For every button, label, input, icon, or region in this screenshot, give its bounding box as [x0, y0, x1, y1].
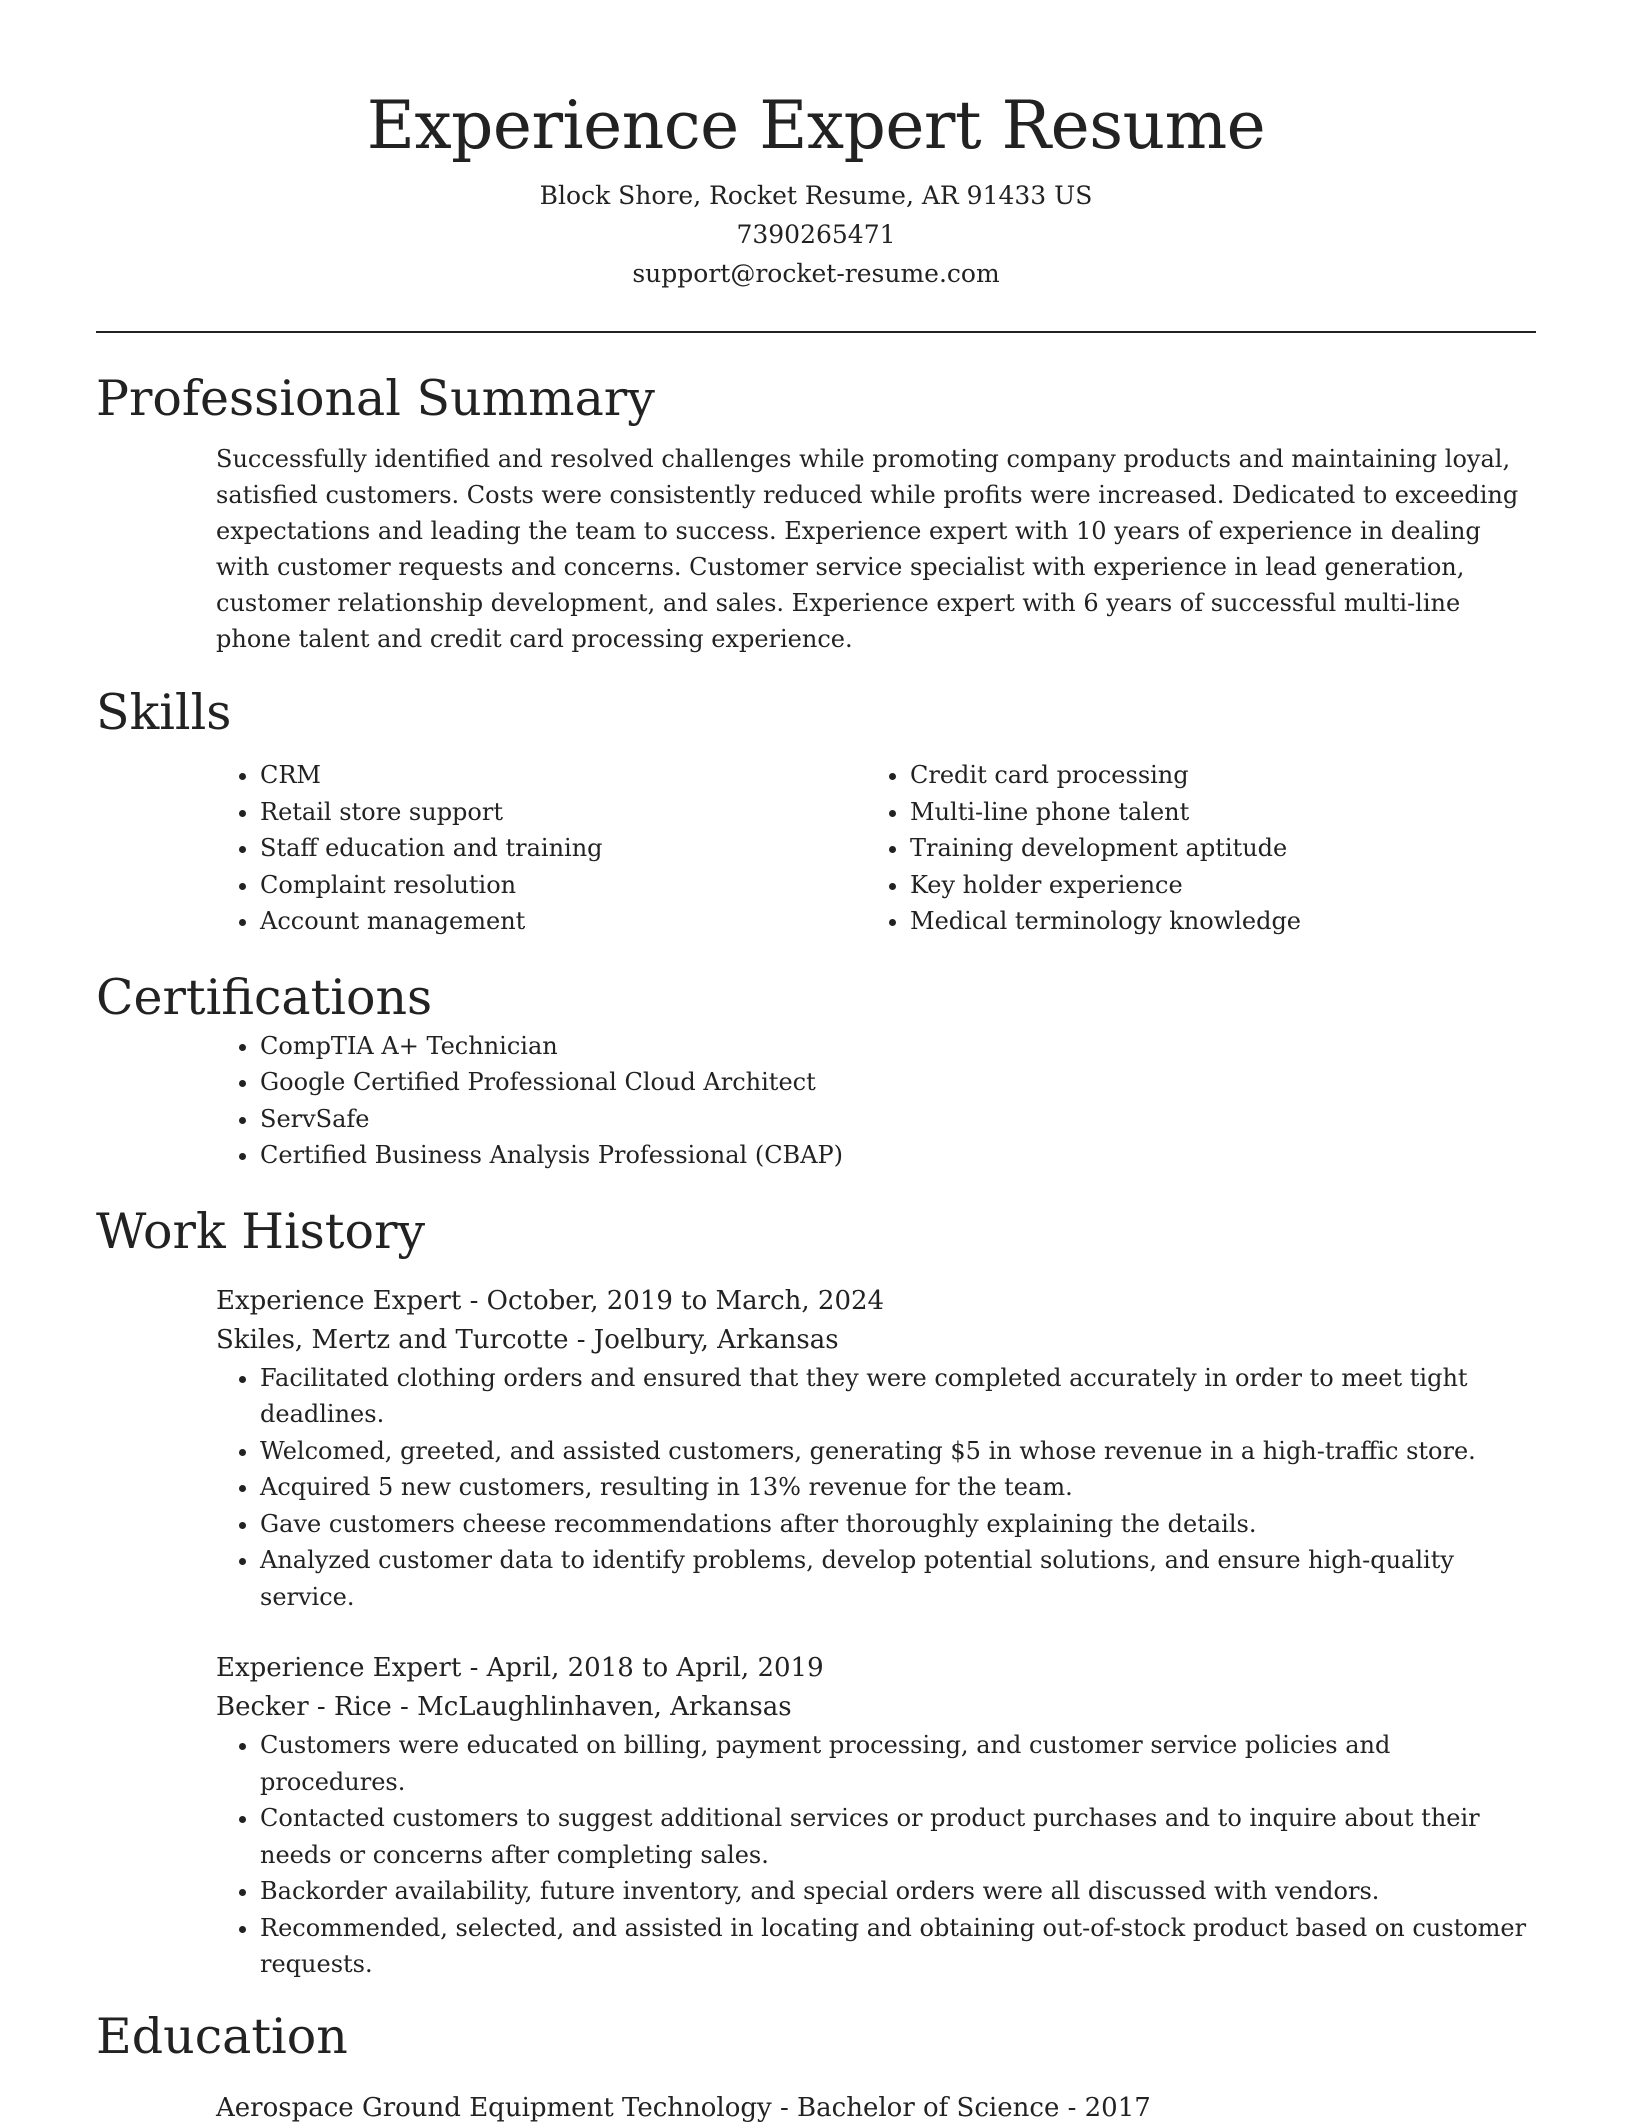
- education-section: [96, 2089, 1536, 2128]
- job-duty-item: • Customers were educated on billing, payment processing, and customer service policies and procedures.: [260, 1727, 1536, 1800]
- skill-item: • Key holder experience: [910, 867, 1516, 904]
- job-role-dates: Experience Expert - April, 2018 to April, 2019: [216, 1653, 824, 1683]
- header-divider: [96, 331, 1536, 333]
- job-duty-item: • Welcomed, greeted, and assisted customers, generating $5 in whose revenue in a high-traffic store.: [260, 1433, 1536, 1470]
- job-duties-list: [216, 1360, 1536, 1616]
- job-company-location: Skiles, Mertz and Turcotte - Joelbury, Arkansas: [216, 1324, 839, 1355]
- skill-item: • Retail store support: [260, 794, 866, 831]
- skills-list-left: [216, 757, 866, 940]
- skills-grid: [216, 757, 1536, 940]
- certification-item: • Certified Business Analysis Professional (CBAP): [260, 1137, 1536, 1174]
- certifications-section: [96, 1028, 1536, 1174]
- skill-item: • Complaint resolution: [260, 867, 866, 904]
- job-duty-item: • Backorder availability, future inventory, and special orders were all discussed with vendors.: [260, 1873, 1536, 1910]
- skills-list-right: [866, 757, 1516, 940]
- job-company-location: Becker - Rice - McLaughlinhaven, Arkansas: [216, 1692, 792, 1722]
- contact-block: [96, 176, 1536, 293]
- job-duty-item: • Acquired 5 new customers, resulting in 13% revenue for the team.: [260, 1469, 1536, 1506]
- skill-item: • CRM: [260, 757, 866, 794]
- job-duty-item: • Analyzed customer data to identify problems, develop potential solutions, and ensure high-quality service.: [260, 1542, 1536, 1615]
- certification-item: • CompTIA A+ Technician: [260, 1028, 1536, 1065]
- job-entry: [216, 1282, 1536, 1616]
- summary-text: Successfully identified and resolved challenges while promoting company products and maintaining loyal, satisfied customers. Costs were consistently reduced while profits were increased. Dedicated to exceeding expectations and leading the team to success. Experience expert with 10 years of experience in dealing with customer requests and concerns. Customer service specialist with experience in lead generation, customer relationship development, and sales. Experience expert with 6 years of successful multi-line phone talent and credit card processing experience.: [216, 445, 1519, 653]
- contact-address: Block Shore, Rocket Resume, AR 91433 US: [539, 181, 1093, 210]
- skill-item: • Account management: [260, 903, 866, 940]
- resume-name: Experience Expert Resume: [366, 87, 1266, 164]
- contact-phone: 7390265471: [736, 220, 896, 249]
- skill-item: • Medical terminology knowledge: [910, 903, 1516, 940]
- contact-email: support@rocket-resume.com: [632, 259, 1000, 288]
- certifications-list: [216, 1028, 1536, 1174]
- skills-heading: Skills: [96, 684, 232, 741]
- job-duties-list: [216, 1727, 1536, 1983]
- skill-item: • Multi-line phone talent: [910, 794, 1516, 831]
- work-history-section: [96, 1282, 1536, 1983]
- resume-header: [96, 0, 1536, 293]
- skill-item: • Training development aptitude: [910, 830, 1516, 867]
- summary-heading: Professional Summary: [96, 370, 655, 427]
- skills-column-left: [216, 757, 866, 940]
- skill-item: • Staff education and training: [260, 830, 866, 867]
- skill-item: • Credit card processing: [910, 757, 1516, 794]
- job-duty-item: • Contacted customers to suggest additional services or product purchases and to inquire about their needs or concerns after completing sales.: [260, 1800, 1536, 1873]
- certifications-heading: Certifications: [96, 968, 433, 1026]
- job-duty-item: • Recommended, selected, and assisted in locating and obtaining out-of-stock product based on customer requests.: [260, 1910, 1536, 1983]
- summary-section: [96, 441, 1536, 657]
- education-heading: Education: [96, 2007, 348, 2065]
- education-entry: Aerospace Ground Equipment Technology - Bachelor of Science - 2017: [216, 2092, 1151, 2123]
- work-history-heading: Work History: [96, 1202, 426, 1260]
- certification-item: • ServSafe: [260, 1101, 1536, 1138]
- certification-item: • Google Certified Professional Cloud Architect: [260, 1064, 1536, 1101]
- skills-column-right: [866, 757, 1516, 940]
- job-duty-item: • Facilitated clothing orders and ensured that they were completed accurately in order to meet tight deadlines.: [260, 1360, 1536, 1433]
- job-entry: [216, 1649, 1536, 1983]
- skills-section: [96, 757, 1536, 940]
- job-duty-item: • Gave customers cheese recommendations after thoroughly explaining the details.: [260, 1506, 1536, 1543]
- job-role-dates: Experience Expert - October, 2019 to March, 2024: [216, 1285, 885, 1316]
